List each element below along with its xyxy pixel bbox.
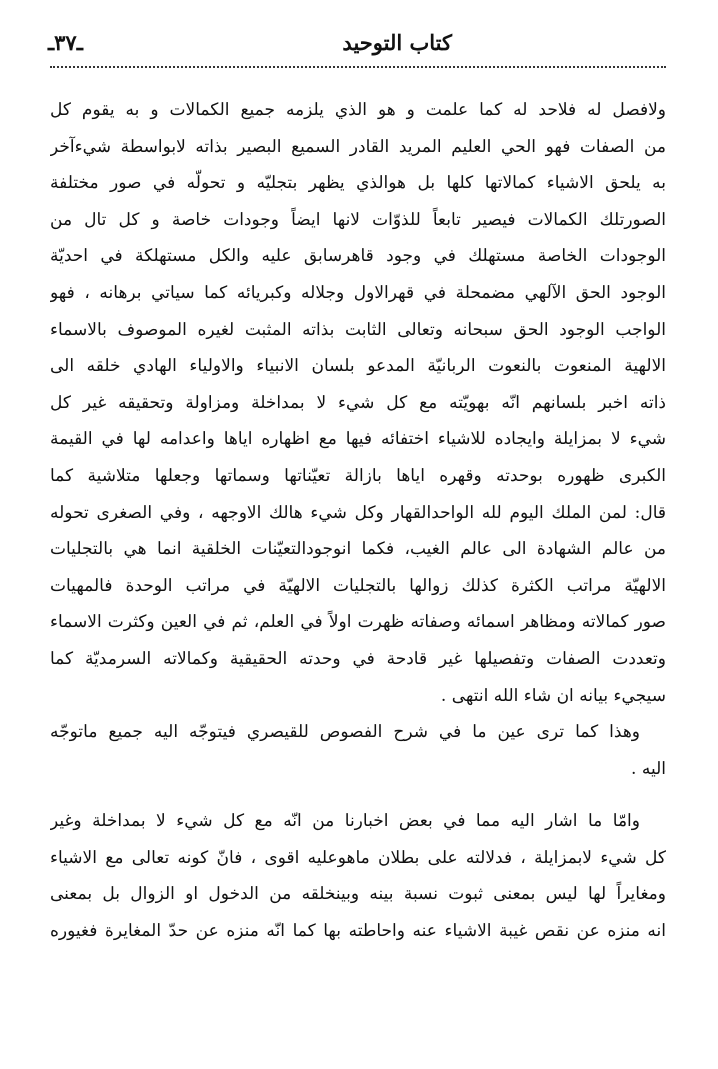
text-line: ولافصل له فلاحد له كما علمت و هو الذي يلزمه جميع الكمالات و به يقوم كل xyxy=(50,100,666,120)
paragraph-3 xyxy=(50,803,666,949)
paragraph-spacer xyxy=(50,787,666,803)
text-line: كل شيء لابمزايلة ، فدلالته على بطلان ماهوعليه اقوى ، فانّ كونه تعالى مع الاشياء xyxy=(50,847,666,868)
text-line: ومغايراً لها ليس بمعنى ثبوت نسبة بينه وبينخلقه من الدخول او الزوال بل بمعنى xyxy=(50,884,666,905)
text-line: صور كمالاته ومظاهر اسمائه وصفاته ظهرت اولاً في العلم، ثم في العين وكثرت الاسماء xyxy=(50,612,666,633)
text-line: به يلحق الاشياء كمالاتها كلها بل هوالذي يظهر بتجليّه و تحولّه في صور مختلفة xyxy=(50,173,666,194)
text-line: الالهية المنعوت بالنعوت الربانيّة المدعو بلسان الانبياء والاولياء الهادي خلقه الى xyxy=(50,356,666,377)
text-line: انه منزه عن نقص غيبة الاشياء عنه واحاطته بها كما انّه منزه عن حدّ المغايرة فغيوره xyxy=(50,921,666,942)
page-number: ـ٣٧ـ xyxy=(48,29,83,55)
running-header xyxy=(48,24,662,60)
book-title: كتاب التوحيد xyxy=(342,29,452,55)
text-line: من عالم الشهادة الى عالم الغيب، فكما انوجودالتعيّنات الخلقية انما هي بالتجليات xyxy=(50,539,666,560)
header-divider xyxy=(50,66,666,68)
text-line: وامّا ما اشار اليه مما في بعض اخبارنا من انّه مع كل شيء لا بمداخلة وغير xyxy=(50,811,640,832)
text-line: سيجيء بيانه ان شاء الله انتهى . xyxy=(440,685,666,706)
text-line: الصورتلك الكمالات فيصير تابعاً للذوّات لانها ايضاً وجودات خاصة و كل تال من xyxy=(50,209,666,230)
body-text xyxy=(50,92,666,950)
text-line: وهذا كما ترى عين ما في شرح الفصوص للقيصري فيتوجّه اليه جميع ماتوجّه xyxy=(50,722,640,743)
text-line: اليه . xyxy=(631,758,666,779)
text-line: قال: لمن الملك اليوم لله الواحدالقهار وكل شيء هالك الاوجهه ، وفي الصغرى تحوله xyxy=(50,502,666,523)
text-line: الوجودات الخاصة مستهلك في وجود قاهرسابق عليه والكل مستهلكة في احديّة xyxy=(50,246,666,267)
text-line: ذاته اخبر بلسانهم انّه بهويّته مع كل شيء لا بمداخلة ومزاولة وتحقيقه غير كل xyxy=(50,392,666,413)
text-line: من الصفات فهو الحي العليم المريد القادر السميع البصير بذاته لابواسطة شيءآخر xyxy=(50,136,666,157)
paragraph-1 xyxy=(50,92,666,714)
text-line: الالهيّة مراتب الكثرة كذلك زوالها بالتجليات الالهيّة في مراتب الوحدة فالمهيات xyxy=(50,575,666,596)
text-line: الكبرى ظهوره بوحدته وقهره اياها بازالة تعيّناتها وسماتها وجعلها متلاشية كما xyxy=(50,465,666,486)
paragraph-2 xyxy=(50,714,666,787)
text-line: الواجب الوجود الحق سبحانه وتعالى الثابت بذاته المثبت لغيره الموصوف بالاسماء xyxy=(50,319,666,340)
text-line: وتعددت الصفات وتفصيلها غير قادحة في وحدته الحقيقية وكمالاته السرمديّة كما xyxy=(50,648,666,669)
text-line: الوجود الحق الآلهي مضمحلة في قهرالاول وجلاله وكبريائه كما سياتي برهانه ، فهو xyxy=(50,282,666,303)
text-line: شيء لا بمزايلة وايجاده للاشياء اختفائه فيها مع اظهاره اياها واعدامه لها في القيمة xyxy=(50,429,666,450)
